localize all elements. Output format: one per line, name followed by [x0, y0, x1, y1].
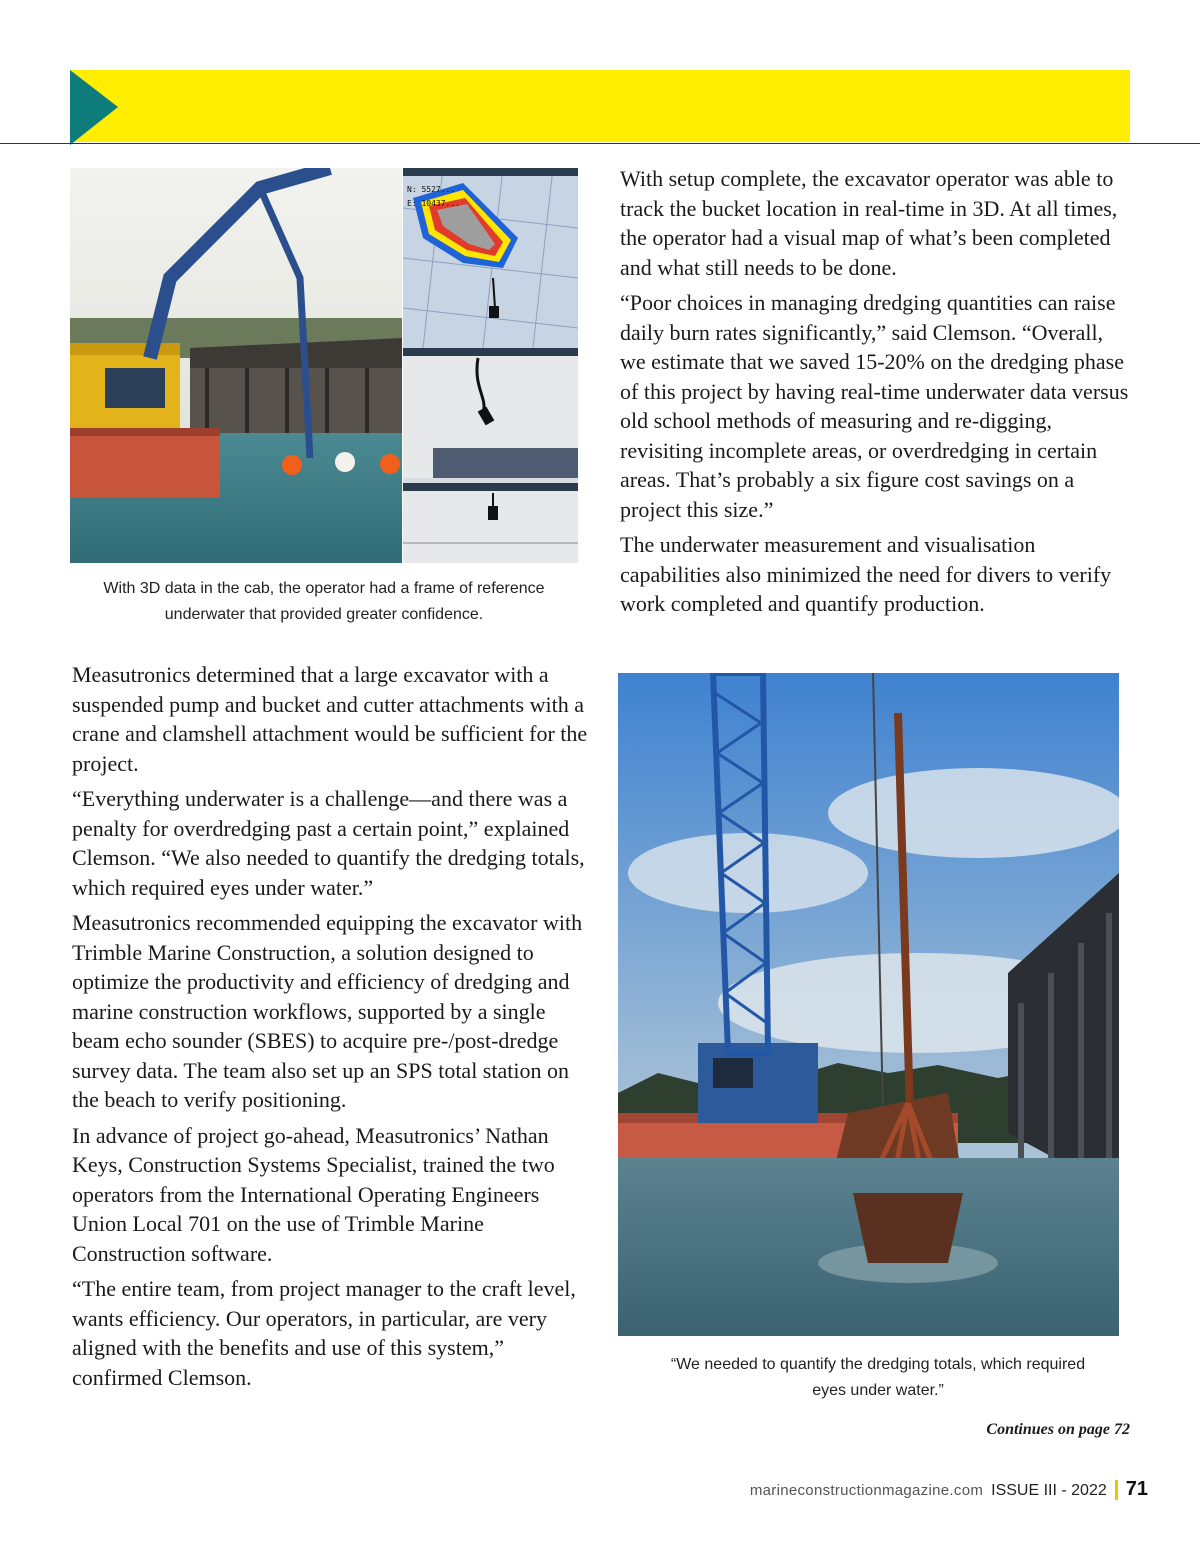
cab-screen-photo [403, 168, 578, 563]
paragraph: The underwater measurement and visualisation capabilities also minimized the need for divers to verify work completed and quantify production. [620, 532, 1112, 616]
teal-arrow-icon [70, 70, 118, 145]
right-column-text [620, 164, 1130, 625]
excavator-photo [70, 168, 402, 563]
header-rule [0, 143, 1200, 144]
paragraph: Measutronics recommended equipping the excavator with Trimble Marine Construction, a solution designed to optimize the productivity and efficiency of dredging and marine construction workflows, supported by a single beam echo sounder (SBES) to acquire pre-/post-dredge survey data. The team also set up an SPS total station on the beach to verify positioning. [72, 910, 583, 1112]
paragraph: With setup complete, the excavator operator was able to track the bucket location in real-time in 3D. At all times, the operator had a visual map of what’s been completed and what still needs to be done. [620, 166, 1118, 280]
figure2-caption-line1: “We needed to quantify the dredging totals, which required [670, 1356, 1086, 1373]
figure2-caption [618, 1352, 1138, 1404]
svg-text:N: 5527...: N: 5527... [407, 185, 456, 194]
paragraph: “Poor choices in managing dredging quantities can raise daily burn rates significantly,” said Clemson. “Overall, we estimate that we saved 15-20% on the dredging phase of this project by having real-time underwater data versus old school methods of measuring and re-digging, revisiting incomplete areas, or overdredging in certain areas. That’s probably a six figure cost savings on a project this size.” [620, 290, 1129, 522]
paragraph: In advance of project go-ahead, Measutronics’ Nathan Keys, Construction Systems Specialist, trained the two operators from the International Operating Engineers Union Local 701 on the use of Trimble Marine Construction software. [72, 1122, 555, 1266]
footer-issue: ISSUE III - 2022 [991, 1482, 1107, 1499]
continues-note: Continues on page 72 [986, 1421, 1130, 1438]
paragraph: “The entire team, from project manager to the craft level, wants efficiency. Our operators, in particular, are very aligned with the benefits and use of this system,” confirmed Clemson. [72, 1276, 576, 1390]
page-footer [750, 1478, 1148, 1501]
figure1-caption-line1: With 3D data in the cab, the operator had a frame of reference [103, 580, 545, 597]
footer-divider [1115, 1480, 1118, 1500]
figure1-caption [70, 576, 578, 628]
paragraph: “Everything underwater is a challenge—and there was a penalty for overdredging past a certain point,” explained Clemson. “We also needed to quantify the dredging totals, which required eyes under water.” [72, 786, 585, 900]
figure2-caption-line2: eyes under water.” [812, 1382, 944, 1399]
crane-clamshell-photo [618, 673, 1119, 1336]
footer-site: marineconstructionmagazine.com [749, 1482, 984, 1499]
paragraph: Measutronics determined that a large excavator with a suspended pump and bucket and cutter attachments with a crane and clamshell attachment would be sufficient for the project. [72, 662, 588, 776]
left-column-text [72, 660, 592, 1398]
header-band [70, 70, 1130, 142]
svg-text:E: 10437...: E: 10437... [407, 199, 460, 208]
page-number: 71 [1125, 1478, 1148, 1500]
figure1-caption-line2: underwater that provided greater confidence. [164, 606, 484, 623]
